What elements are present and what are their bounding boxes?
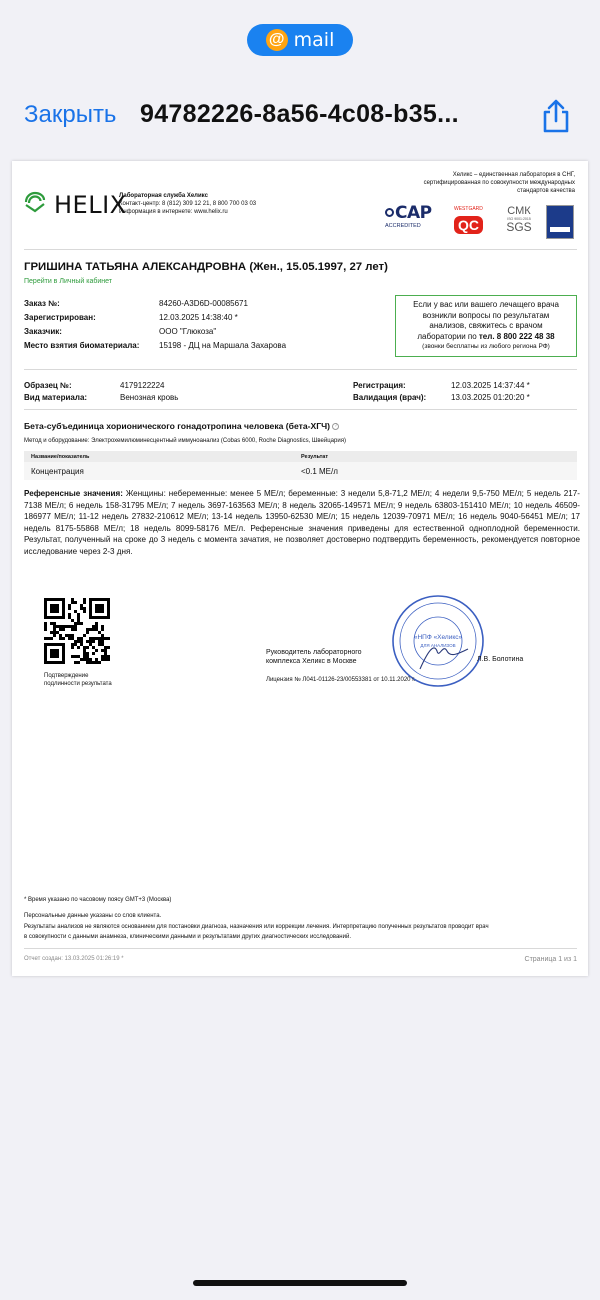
cap-label: CAP [395, 203, 432, 223]
document-title: 94782226-8a56-4c08-b35... [140, 100, 459, 128]
sample-number-value: 4179122224 [120, 381, 165, 390]
smk-iso-label: ISO 9001:2015 [507, 217, 531, 221]
lab-contacts [119, 192, 256, 216]
validation-value: 13.03.2025 01:20:20 * [451, 393, 530, 402]
qc-label: QC [454, 216, 483, 234]
helix-logo-icon [23, 190, 47, 214]
head-name: Л.В. Болотина [477, 656, 524, 663]
personal-data-note: Персональные данные указаны со слов клиента. [24, 913, 162, 919]
mail-label: mail [293, 29, 335, 51]
analysis-title-text: Бета-субъединица хорионического гонадотропина человека (бета-ХГЧ) [24, 421, 330, 431]
sampling-place-value: 15198 - ДЦ на Маршала Захарова [159, 341, 287, 350]
report-created: Отчет создан: 13.03.2025 01:26:19 * [24, 956, 124, 962]
stamp-company: «НПФ «Хеликс» [413, 634, 463, 641]
lab-report-page[interactable] [12, 161, 588, 976]
row-result: <0.1 МЕ/л [301, 467, 338, 476]
mail-app-badge[interactable] [247, 24, 353, 56]
divider [24, 369, 577, 370]
westgard-label: WESTGARD [454, 206, 483, 212]
reference-text: Женщины: небеременные: менее 5 МЕ/л; беременные: 3 недели 5,8-71,2 МЕ/л; 4 недели 9,5-750 МЕ/л; 5 недель 217-7138 МЕ/л; 6 недель 158-31795 МЕ/л; 7 недель 3697-163563 МЕ/л; 8 недель 32065-149571 МЕ/л; 9 недель 63803-151410 МЕ/л; 10 недель 46509-186977 МЕ/л; 11-12 недель 27832-210612 МЕ/л; 13-14 недель 13950-62530 МЕ/л; 15 недель 12039-70971 МЕ/л; 16 недель 9040-56451 МЕ/л; 17 недель 8175-55868 МЕ/л; 18 недель 8099-58176 МЕ/л. Референсные значения приведены для естественной одноплодной беременности. Результат, полученный на сроке до 3 недель с момента зачатия, не позволяет достоверно подтвердить беременность, рекомендуется повторное исследование через 2-3 дня. [24, 489, 580, 556]
lab-service-name: Лабораторная служба Хеликс [119, 193, 208, 199]
website: Информация в интернете: www.helix.ru [119, 209, 228, 215]
divider [24, 249, 577, 250]
reference-label: Референсные значения: [24, 489, 123, 498]
qr-caption-line-1: Подтверждение [44, 673, 89, 679]
row-name: Концентрация [31, 467, 84, 476]
cap-accredited-badge [385, 205, 443, 239]
callout-line-1: Если у вас или вашего лечащего врача [413, 300, 559, 309]
registered-value: 12.03.2025 14:38:40 * [159, 313, 238, 322]
lab-stamp [390, 593, 486, 689]
verification-qr-code[interactable] [44, 598, 110, 664]
callout-phone[interactable]: тел. 8 800 222 48 38 [478, 331, 555, 341]
analysis-title [24, 421, 339, 431]
westgard-qc-badge [454, 205, 492, 239]
qr-caption-line-2: подлинности результата [44, 681, 112, 687]
contact-center: Контакт-центр: 8 (812) 309 12 21, 8 800 700 03 03 [119, 201, 257, 207]
customer-value: ООО "Глюкоза" [159, 327, 217, 336]
accreditation-note [362, 171, 575, 195]
share-icon [540, 98, 572, 134]
lab-logo-text: HELIX [54, 191, 127, 219]
customer-label: Заказчик: [24, 327, 62, 336]
close-button[interactable]: Закрыть [24, 101, 117, 128]
order-number-value: 84260-A3D6D-00085671 [159, 299, 248, 308]
sampling-place-label: Место взятия биоматериала: [24, 341, 140, 350]
patient-name: ГРИШИНА ТАТЬЯНА АЛЕКСАНДРОВНА (Жен., 15.05.1997, 27 лет) [24, 261, 388, 273]
callout-line-3: анализов, свяжитесь с врачом [429, 321, 543, 330]
table-row [24, 462, 577, 480]
callout-line-4: лаборатории по [417, 331, 479, 341]
divider [24, 948, 577, 949]
page-number: Страница 1 из 1 [524, 956, 577, 963]
home-indicator[interactable] [193, 1280, 407, 1286]
registered-label: Зарегистрирован: [24, 313, 96, 322]
accreditation-line-2: сертифицированная по совокупности международных [423, 180, 575, 186]
head-title [266, 648, 362, 666]
accreditation-line-1: Хеликс – единственная лаборатория в СНГ, [452, 172, 575, 178]
cap-icon [385, 208, 394, 217]
sgs-label: SGS [506, 220, 532, 234]
disclaimer-line-2: в совокупности с данными анамнеза, клиническими данными и результатами других диагностических исследований. [24, 934, 351, 940]
method-text: Метод и оборудование: Электрохемилюминесцентный иммуноанализ (Cobas 6000, Roche Diagnostics, Швейцария) [24, 438, 346, 444]
disclaimer-line-1: Результаты анализов не являются основанием для постановки диагноза, назначения или коррекции лечения. Интерпретацию полученных результатов проводит врач [24, 924, 489, 930]
column-header-result: Результат [301, 454, 329, 460]
callout-line-2: возникли вопросы по результатам [422, 310, 550, 320]
sample-number-label: Образец №: [24, 381, 72, 390]
personal-cabinet-link[interactable]: Перейти в Личный кабинет [24, 278, 113, 285]
head-title-line-1: Руководитель лабораторного [266, 649, 362, 656]
registration-value: 12.03.2025 14:37:44 * [451, 381, 530, 390]
share-button[interactable] [540, 98, 572, 134]
certificate-logo [546, 205, 574, 239]
callout-line-5: (звонки бесплатны из любого региона РФ) [422, 343, 550, 350]
cap-sub-label: ACCREDITED [385, 223, 421, 229]
divider [24, 409, 577, 410]
at-icon: @ [266, 29, 288, 51]
registration-label: Регистрация: [353, 381, 406, 390]
smk-sgs-badge [504, 205, 534, 239]
timezone-note: * Время указано по часовому поясу GMT+3 (Москва) [24, 897, 172, 903]
validation-label: Валидация (врач): [353, 393, 427, 402]
reference-values [24, 488, 580, 558]
head-title-line-2: комплекса Хеликс в Москве [266, 658, 357, 665]
material-value: Венозная кровь [120, 393, 179, 402]
column-header-name: Название/показатель [31, 454, 90, 460]
smk-label: СМК [507, 205, 531, 217]
qr-caption [44, 672, 112, 688]
order-number-label: Заказ №: [24, 299, 60, 308]
info-icon[interactable]: ? [332, 423, 339, 430]
accreditation-line-3: стандартов качества [517, 188, 575, 194]
results-table-header [24, 451, 577, 462]
material-label: Вид материала: [24, 393, 88, 402]
stamp-sub: ДЛЯ АНАЛИЗОВ [420, 643, 456, 648]
license-text: Лицензия № Л041-01126-23/00553381 от 10.11.2020 г. [266, 677, 416, 683]
doctor-contact-callout [395, 295, 577, 357]
